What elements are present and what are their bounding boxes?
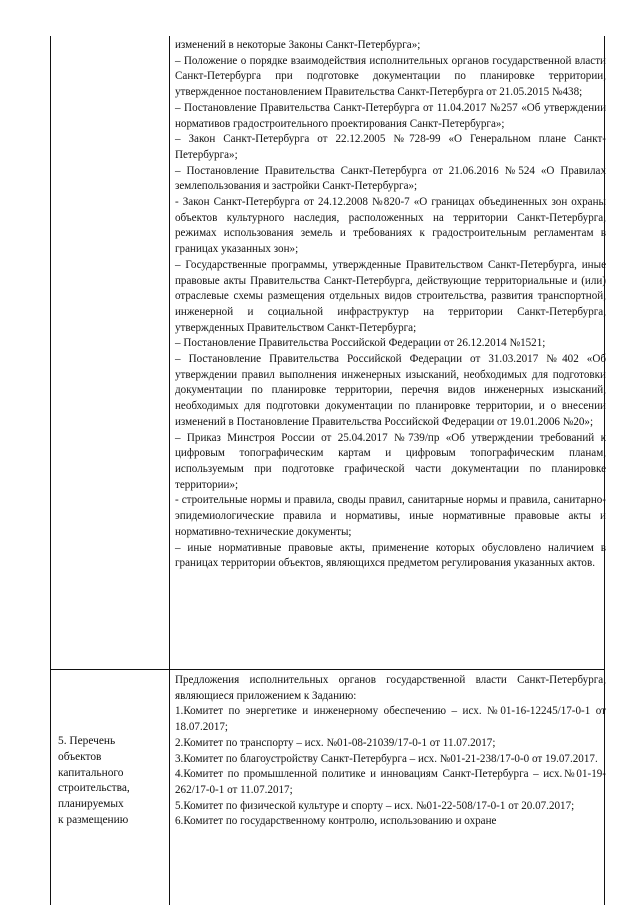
section-label-line: объектов bbox=[58, 750, 102, 763]
legal-act-item: изменений в некоторые Законы Санкт-Петербурга»; bbox=[175, 39, 421, 51]
table-left-border bbox=[50, 36, 51, 905]
section-label-line: строительства, bbox=[58, 782, 130, 795]
legal-act-item: – Положение о порядке взаимодействия исполнительных органов государственной власти Санкт-Петербурга при подготовке документации по планировке территории, утвержденное постановлением Правительства Санкт-Петербурга от 21.05.2015 №438; bbox=[175, 54, 606, 99]
legal-act-item: – Постановление Правительства Российской Федерации от 31.03.2017 №402 «Об утверждении правил выполнения инженерных изысканий, необходимых для подготовки документации по планировке территории, перечня видов инженерных изысканий, необходимых для подготовки документации по планировке территории, и о внесении изменений в Постановление Правительства Российской Федерации от 19.01.2006 №20»; bbox=[175, 353, 606, 428]
table-row-divider bbox=[50, 669, 605, 670]
legal-act-item: - Закон Санкт-Петербурга от 24.12.2008 №820-7 «О границах объединенных зон охраны объектов культурного наследия, расположенных на территории Санкт-Петербурга, режимах использования земель и требованиях к градостроительным регламентам в границах указанных зон»; bbox=[175, 196, 606, 256]
proposal-item: 1.Комитет по энергетике и инженерному обеспечению – исх. №01-16-12245/17-0-1 от 18.07.2017; bbox=[175, 705, 606, 734]
proposal-item: 3.Комитет по благоустройству Санкт-Петербурга – исх. №01-21-238/17-0-0 от 19.07.2017. bbox=[175, 752, 598, 765]
legal-act-item: – Постановление Правительства Санкт-Петербурга от 21.06.2016 №524 «О Правилах землепользования и застройки Санкт-Петербурга»; bbox=[175, 164, 606, 193]
legal-acts-list-cell bbox=[175, 38, 606, 572]
legal-act-item: – Закон Санкт-Петербурга от 22.12.2005 №728-99 «О Генеральном плане Санкт-Петербурга»; bbox=[175, 133, 606, 161]
section-label-line: планируемых bbox=[58, 798, 124, 811]
proposal-item: 5.Комитет по физической культуре и спорту – исх. №01-22-508/17-0-1 от 20.07.2017; bbox=[175, 799, 575, 812]
legal-act-item: – Постановление Правительства Санкт-Петербурга от 11.04.2017 №257 «Об утверждении нормативов градостроительного проектирования Санкт-Петербурга»; bbox=[175, 101, 606, 130]
proposal-item: Предложения исполнительных органов государственной власти Санкт-Петербурга, являющиеся приложением к Заданию: bbox=[175, 674, 606, 702]
proposal-item: 6.Комитет по государственному контролю, использованию и охране bbox=[175, 815, 497, 828]
legal-act-item: – Приказ Минстроя России от 25.04.2017 №739/пр «Об утверждении требований к цифровым топографическим картам и цифровым топографическим планам, используемым при подготовке графической части документации по планировке территории»; bbox=[175, 431, 606, 491]
section-label-cell bbox=[58, 734, 166, 829]
legal-act-item: - строительные нормы и правила, своды правил, санитарные нормы и правила, санитарно-эпидемиологические правила и нормативы, иные нормативные правовые акты и нормативно-технические документы; bbox=[175, 494, 606, 538]
section-label-line: к размещению bbox=[58, 813, 129, 826]
section-label-line: 5. Перечень bbox=[58, 735, 116, 747]
table-column-divider bbox=[169, 36, 170, 905]
proposal-item: 4.Комитет по промышленной политике и инновациям Санкт-Петербурга – исх.№01-19-262/17-0-1 от 11.07.2017; bbox=[175, 768, 606, 796]
legal-act-item: – Государственные программы, утвержденные Правительством Санкт-Петербурга, иные правовые акты Правительства Санкт-Петербурга, действующие территориальные и (или) отраслевые схемы размещения отдельных видов строительства, развития транспортной, инженерной и социальной инфраструктур на территории Санкт-Петербурга, утвержденных Правительством Санкт-Петербурга; bbox=[175, 258, 606, 334]
legal-act-item: – Постановление Правительства Российской Федерации от 26.12.2014 №1521; bbox=[175, 337, 546, 350]
proposals-list-cell bbox=[175, 673, 606, 830]
proposal-item: 2.Комитет по транспорту – исх. №01-08-21039/17-0-1 от 11.07.2017; bbox=[175, 736, 496, 749]
section-label-line: капитального bbox=[58, 766, 124, 779]
legal-act-item: – иные нормативные правовые акты, применение которых обусловлено наличием в границах территории объектов, являющихся предметом регулирования указанных актов. bbox=[175, 541, 606, 570]
